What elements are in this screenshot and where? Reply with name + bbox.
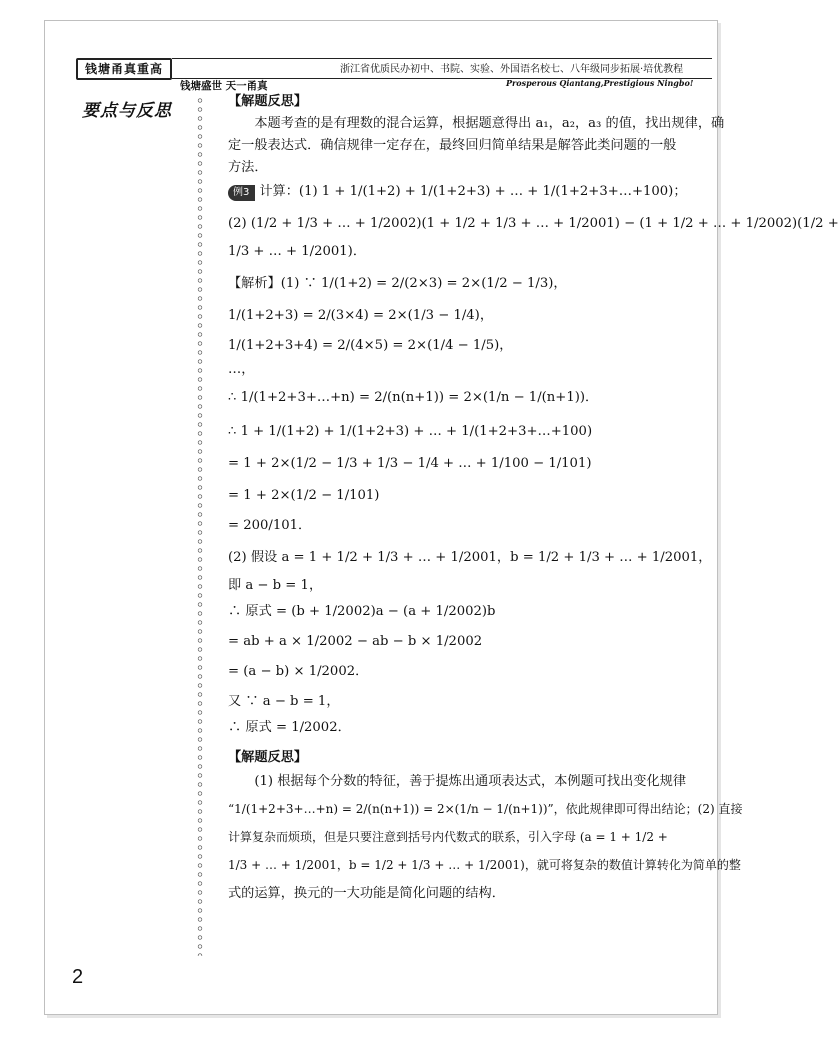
text-line: 定一般表达式．确信规律一定存在，最终回归简单结果是解答此类问题的一般 [228, 138, 677, 153]
text-line: = ab + a × 1/2002 − ab − b × 1/2002 [228, 634, 483, 649]
text-line: 方法． [228, 160, 268, 175]
text-line: = 200/101． [228, 518, 312, 533]
section-title: 要点与反思 [82, 101, 172, 121]
slogan: Prosperous Qiantang,Prestigious Ningbo! [506, 78, 694, 88]
text-line: = 1 + 2×(1/2 − 1/101) [228, 488, 380, 503]
text-line: (1) 根据每个分数的特征，善于提炼出通项表达式，本例题可找出变化规律 [228, 774, 687, 789]
text-line: 即 a − b = 1， [228, 578, 323, 593]
example-line [228, 182, 687, 202]
example-badge: 例3 [228, 185, 255, 201]
page-number: 2 [72, 966, 84, 988]
dotted-divider [195, 96, 205, 956]
text-line: = (a − b) × 1/2002． [228, 664, 369, 679]
text-line: 1/3 + … + 1/2001，b = 1/2 + 1/3 + … + 1/2001)，就可将复杂的数值计算转化为简单的整 [228, 858, 741, 872]
text-line: 【解题反思】 [228, 750, 308, 765]
motto: 钱塘盛世 天一甬真 [180, 80, 268, 92]
text-line: ∴ 1/(1+2+3+…+n) = 2/(n(n+1)) = 2×(1/n − 1/(n+1))． [228, 390, 599, 405]
text-line: 式的运算，换元的一大功能是简化问题的结构． [228, 886, 505, 901]
text-line: 【解析】(1) ∵ 1/(1+2) = 2/(2×3) = 2×(1/2 − 1/3)， [228, 276, 567, 291]
text-line: 计算：(1) 1 + 1/(1+2) + 1/(1+2+3) + … + 1/(1+2+3+…+100)； [259, 184, 687, 199]
text-line: ∴ 原式 = 1/2002． [228, 720, 351, 735]
text-line: ∴ 1 + 1/(1+2) + 1/(1+2+3) + … + 1/(1+2+3+…+100) [228, 424, 593, 439]
series-title: 浙江省优质民办初中、书院、实验、外国语名校七、八年级同步拓展·培优教程 [340, 64, 684, 75]
text-line: 又 ∵ a − b = 1， [228, 694, 340, 709]
text-line: (2) (1/2 + 1/3 + … + 1/2002)(1 + 1/2 + 1/3 + … + 1/2001) − (1 + 1/2 + … + 1/2002)(1/2 + [228, 216, 839, 231]
text-line: 1/(1+2+3+4) = 2/(4×5) = 2×(1/4 − 1/5)， [228, 338, 513, 353]
header-rule-top [172, 58, 712, 59]
text-line: …， [228, 362, 255, 377]
text-line: 1/3 + … + 1/2001)． [228, 244, 367, 259]
text-line: “1/(1+2+3+…+n) = 2/(n(n+1)) = 2×(1/n − 1/(n+1))”，依此规律即可得出结论；(2) 直接 [228, 802, 743, 816]
brand-logo: 钱塘甬真重高 [76, 58, 172, 80]
text-line: 计算复杂而烦琐，但是只要注意到括号内代数式的联系，引入字母 (a = 1 + 1/2 + [228, 830, 668, 844]
text-line: 1/(1+2+3) = 2/(3×4) = 2×(1/3 − 1/4)， [228, 308, 494, 323]
text-line: = 1 + 2×(1/2 − 1/3 + 1/3 − 1/4 + … + 1/100 − 1/101) [228, 456, 592, 471]
text-line: 本题考查的是有理数的混合运算，根据题意得出 a₁，a₂，a₃ 的值，找出规律，确 [228, 116, 725, 131]
text-line: 【解题反思】 [228, 94, 308, 109]
text-line: ∴ 原式 = (b + 1/2002)a − (a + 1/2002)b [228, 604, 496, 619]
text-line: (2) 假设 a = 1 + 1/2 + 1/3 + … + 1/2001，b = 1/2 + 1/3 + … + 1/2001， [228, 550, 712, 565]
